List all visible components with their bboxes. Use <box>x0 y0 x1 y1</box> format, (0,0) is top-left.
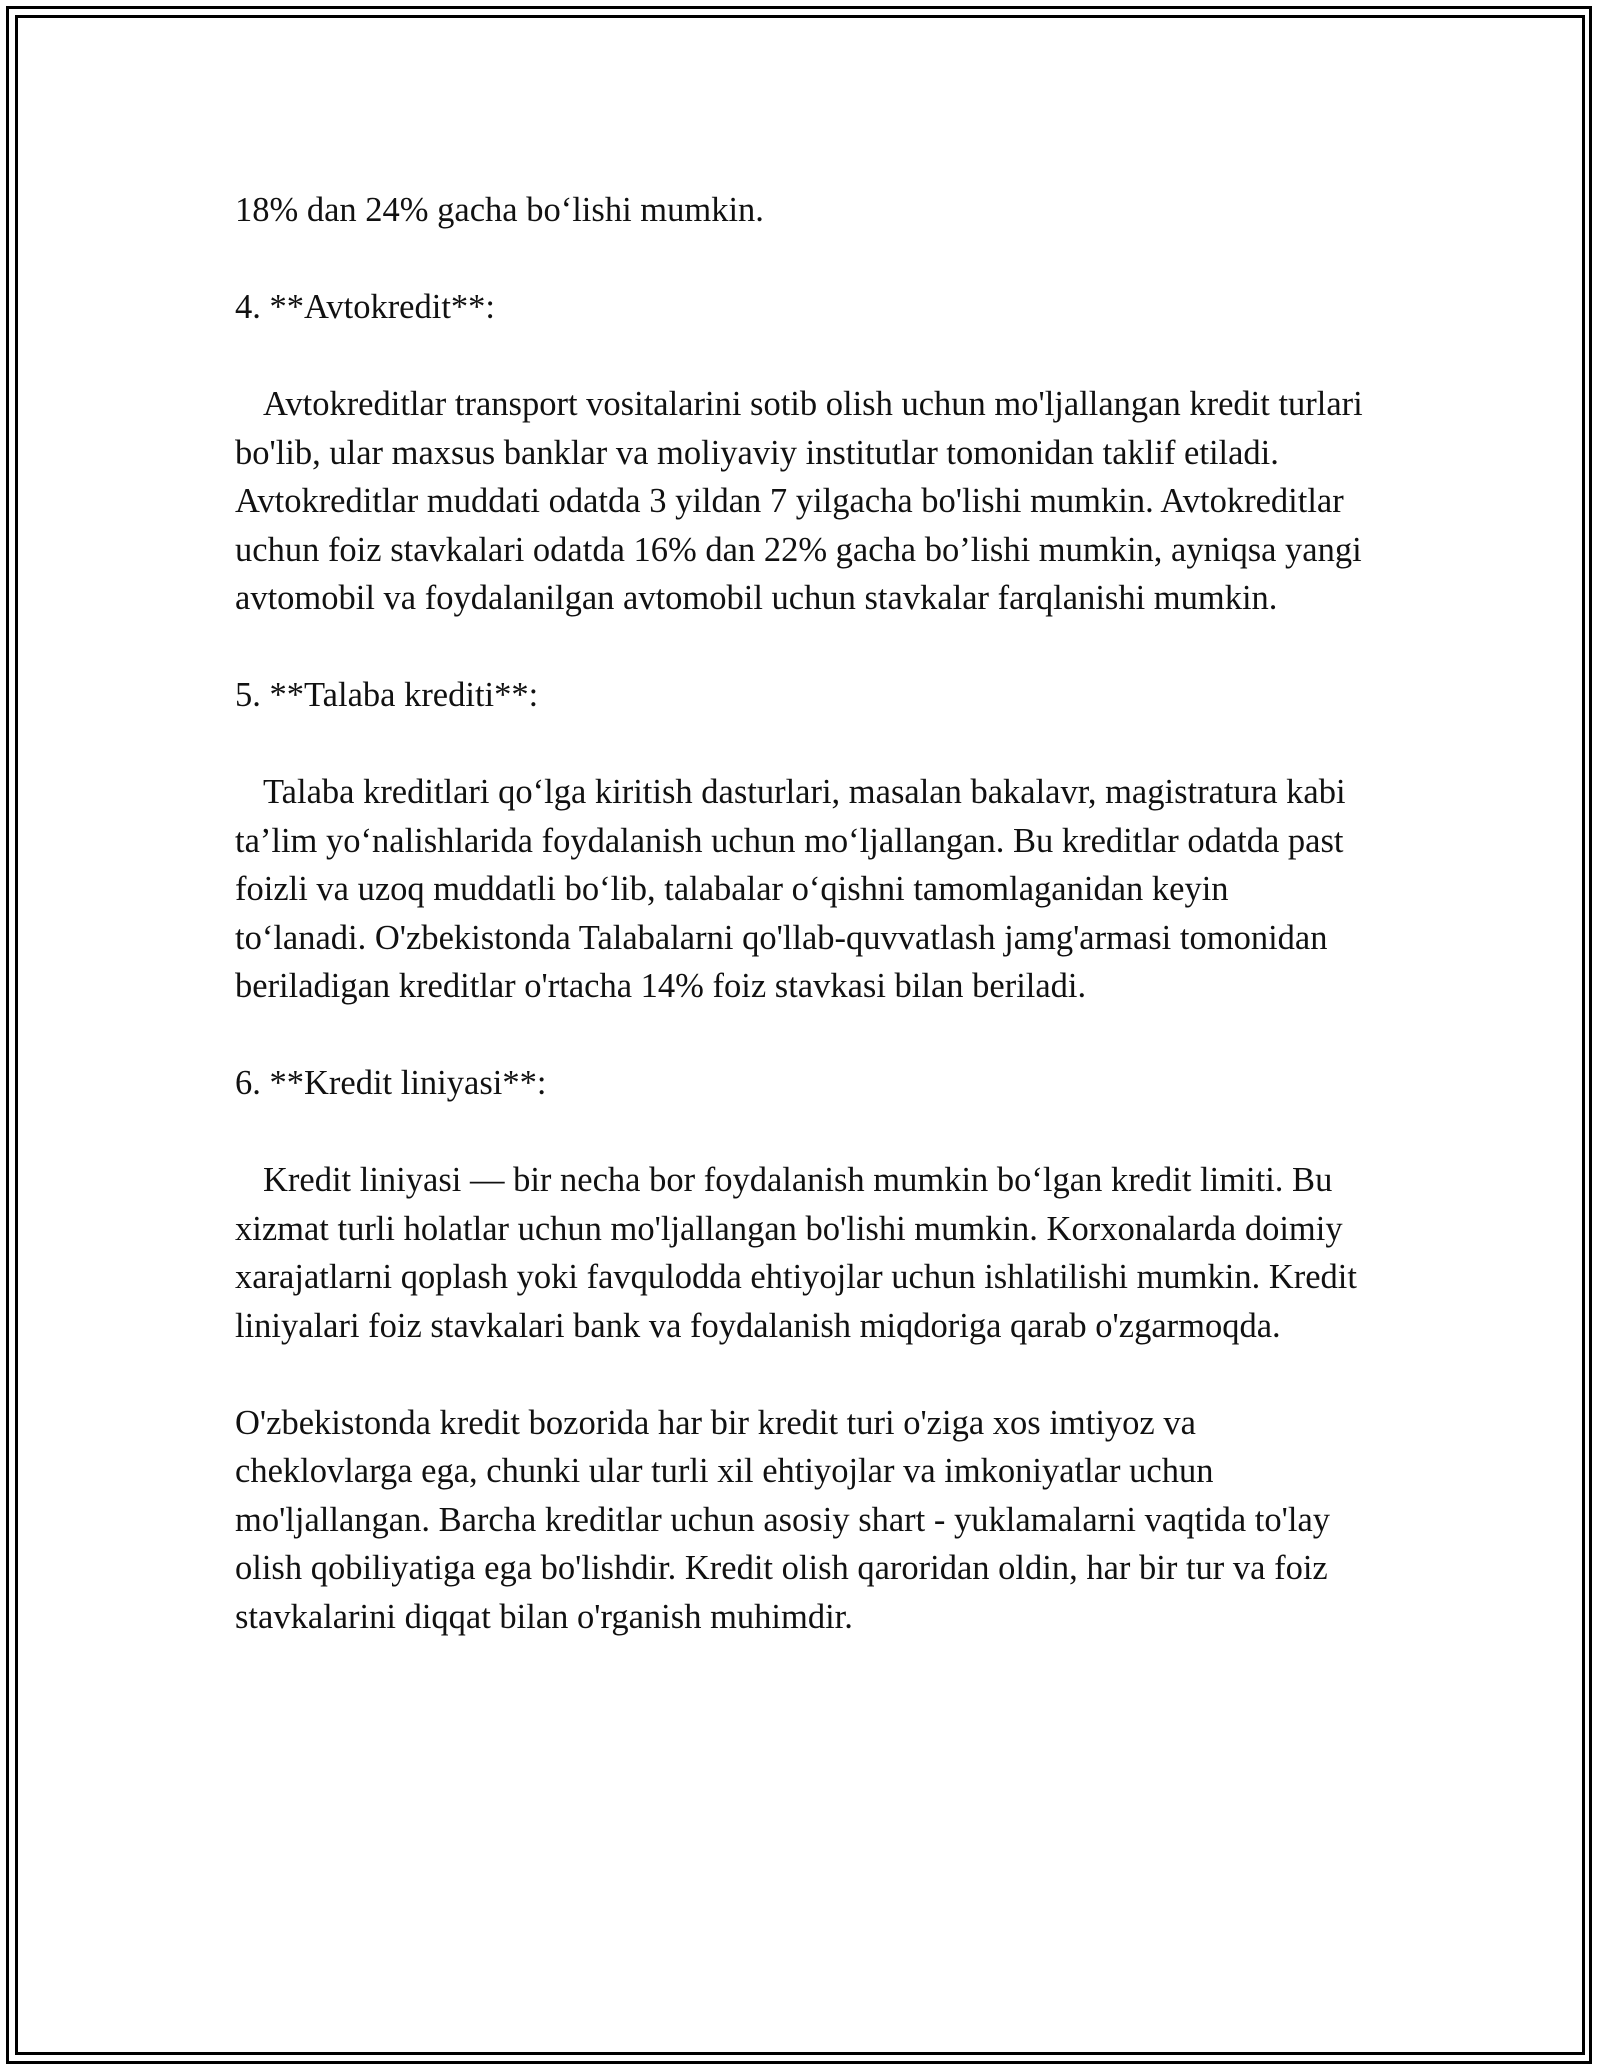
document-body <box>235 186 1372 1690</box>
paragraph-kredit-liniyasi: Kredit liniyasi — bir necha bor foydalanish mumkin bo‘lgan kredit limiti. Bu xizmat turli holatlar uchun mo'ljallangan bo'lishi mumkin. Korxonalarda doimiy xarajatlarni qoplash yoki favqulodda ehtiyojlar uchun ishlatilishi mumkin. Kredit liniyalari foiz stavkalari bank va foydalanish miqdoriga qarab o'zgarmoqda. <box>235 1161 1366 1345</box>
paragraph-talaba-krediti: Talaba kreditlari qo‘lga kiritish dasturlari, masalan bakalavr, magistratura kabi ta’lim yo‘nalishlarida foydalanish uchun mo‘ljallangan. Bu kreditlar odatda past foizli va uzoq muddatli bo‘lib, talabalar o‘qishni tamomlaganidan keyin to‘lanadi. O'zbekistonda Talabalarni qo'llab-quvvatlash jamg'armasi tomonidan beriladigan kreditlar o'rtacha 14% foiz stavkasi bilan beriladi. <box>235 773 1355 1005</box>
heading-kredit-liniyasi: 6. **Kredit liniyasi**: <box>235 1064 547 1102</box>
heading-talaba-krediti: 5. **Talaba krediti**: <box>235 676 539 714</box>
heading-avtokredit: 4. **Avtokredit**: <box>235 288 495 326</box>
paragraph-continuation: 18% dan 24% gacha bo‘lishi mumkin. <box>235 191 764 229</box>
paragraph-avtokredit: Avtokreditlar transport vositalarini sotib olish uchun mo'ljallangan kredit turlari bo'lib, ular maxsus banklar va moliyaviy institutlar tomonidan taklif etiladi. Avtokreditlar muddati odatda 3 yildan 7 yilgacha bo'lishi mumkin. Avtokreditlar uchun foiz stavkalari odatda 16% dan 22% gacha bo’lishi mumkin, ayniqsa yangi avtomobil va foydalanilgan avtomobil uchun stavkalar farqlanishi mumkin. <box>235 385 1372 617</box>
paragraph-conclusion: O'zbekistonda kredit bozorida har bir kredit turi o'ziga xos imtiyoz va cheklovlarga ega, chunki ular turli xil ehtiyojlar va imkoniyatlar uchun mo'ljallangan. Barcha kreditlar uchun asosiy shart - yuklamalarni vaqtida to'lay olish qobiliyatiga ega bo'lishdir. Kredit olish qaroridan oldin, har bir tur va foiz stavkalarini diqqat bilan o'rganish muhimdir. <box>235 1403 1339 1636</box>
